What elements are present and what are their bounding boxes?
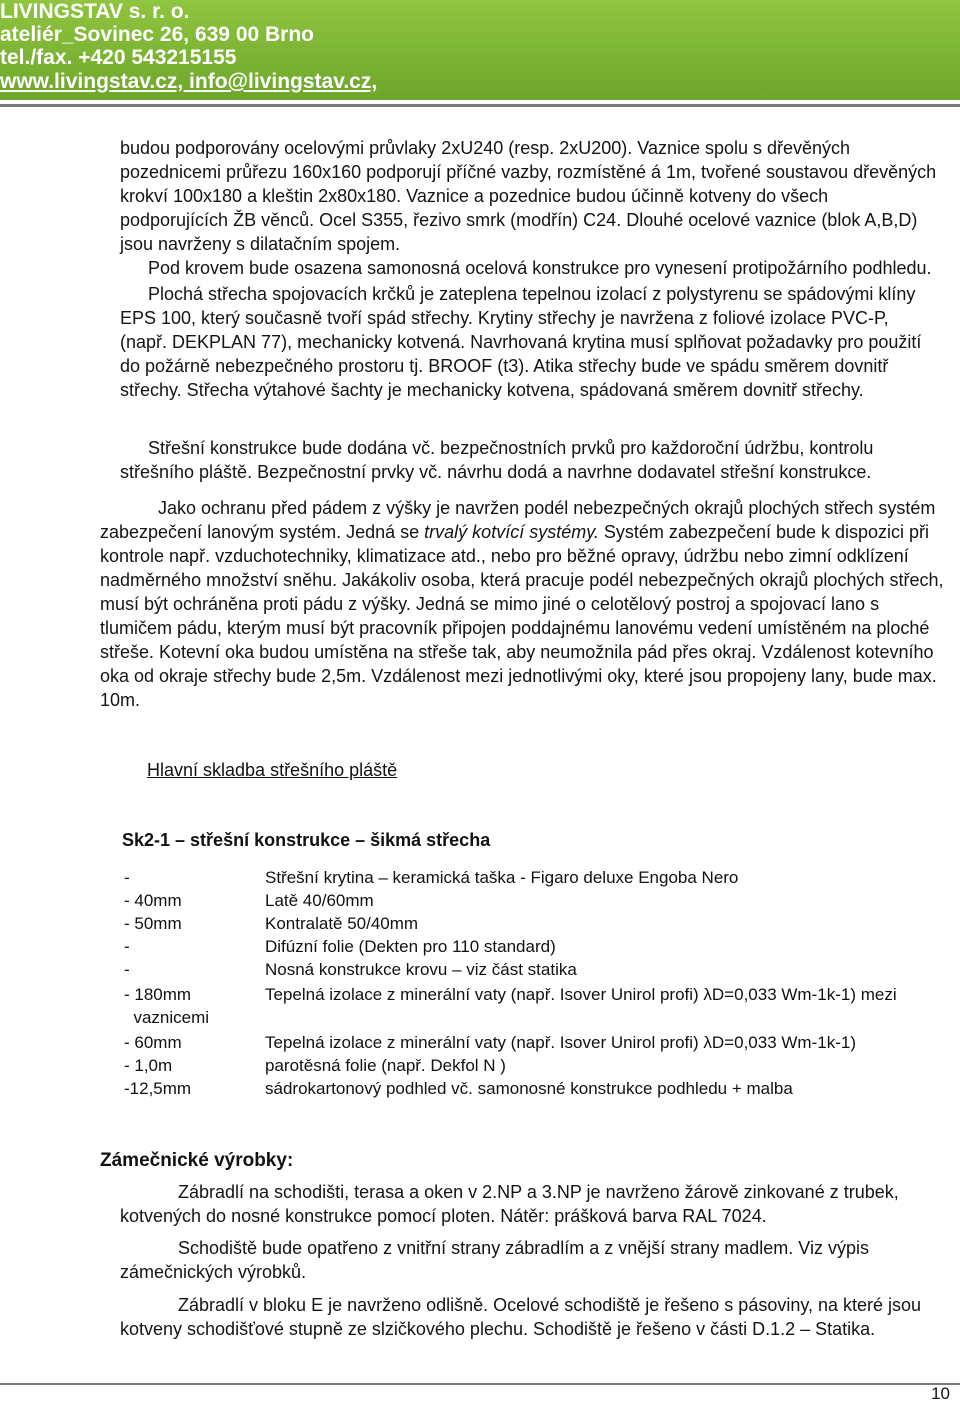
footer-divider — [0, 1383, 960, 1385]
list-item — [124, 935, 897, 958]
layer-thickness: - 50mm — [124, 914, 182, 933]
layer-thickness: vaznicemi — [124, 1008, 210, 1027]
page-number: 10 — [931, 1384, 950, 1403]
list-item — [124, 1006, 897, 1029]
layer-description: parotěsná folie (např. Dekfol N ) — [265, 1056, 506, 1075]
layer-thickness: - 40mm — [124, 891, 182, 910]
layer-thickness: - 180mm — [124, 985, 192, 1004]
layer-description: Difúzní folie (Dekten pro 110 standard) — [265, 937, 556, 956]
list-item — [124, 1054, 897, 1077]
list-item — [124, 1031, 897, 1054]
list-item — [124, 889, 897, 912]
company-phone: tel./fax. +420 543215155 — [0, 46, 237, 69]
layer-thickness: - 60mm — [124, 1033, 182, 1052]
company-address: ateliér_Sovinec 26, 639 00 Brno — [0, 23, 315, 46]
list-item — [124, 983, 897, 1006]
list-item — [124, 1077, 897, 1100]
layer-description: Tepelná izolace z minerální vaty (např. Isover Unirol profi) λD=0,033 Wm-1k-1) — [265, 1033, 856, 1052]
layer-thickness: - 1,0m — [124, 1056, 173, 1075]
company-name: LIVINGSTAV s. r. o. — [0, 0, 190, 23]
header-divider — [0, 104, 960, 107]
paragraph-vaznice: budou podporovány ocelovými průvlaky 2xU240 (resp. 2xU200). Vaznice spolu s dřevěných pozednicemi průřezu 160x160 podporují příčné vazby, rozmístěné á 1m, tvořené soustavou dřevěných krokví 100x180 a kleštin 2x80x180. Vaznice a pozednice budou účinně kotveny do všech podporujících ŽB věnců. Ocel S355, řezivo smrk (modřín) C24. Dlouhé ocelové vaznice (blok A,B,D) jsou navrženy s dilatačním spojem. — [120, 138, 937, 254]
p5-emphasis: trvalý kotvící systémy. — [424, 522, 599, 542]
layer-description: Nosná konstrukce krovu – viz část statika — [265, 960, 577, 979]
layer-description: Střešní krytina – keramická taška - Figaro deluxe Engoba Nero — [265, 868, 739, 887]
list-item — [124, 866, 897, 889]
layer-description: Tepelná izolace z minerální vaty (např. Isover Unirol profi) λD=0,033 Wm-1k-1) mezi — [265, 985, 897, 1004]
composition-heading: Hlavní skladba střešního pláště — [147, 760, 398, 780]
company-web[interactable]: www.livingstav.cz, info@livingstav.cz, — [0, 70, 378, 93]
p5-part-a: Jako ochranu před pádem z výšky je navržen podél nebezpečných okrajů plochých střech systém zabezpečení lanovým systém. Jedná se — [100, 498, 936, 542]
layer-thickness: - — [124, 868, 130, 887]
paragraph-schodiste: Schodiště bude opatřeno z vnitřní strany zábradlím a z vnější strany madlem. Viz výpis zámečnických výrobků. — [120, 1238, 869, 1282]
paragraph-ochrana-pad — [100, 496, 950, 712]
layer-description: sádrokartonový podhled vč. samonosné konstrukce podhledu + malba — [265, 1079, 793, 1098]
layer-thickness: - — [124, 960, 130, 979]
list-item — [124, 912, 897, 935]
paragraph-bezpecnostni-prvky: Střešní konstrukce bude dodána vč. bezpečnostních prvků pro každoroční údržbu, kontrolu střešního pláště. Bezpečnostní prvky vč. návrhu dodá a navrhne dodavatel střešní konstrukce. — [120, 438, 874, 482]
p5-part-b: Systém zabezpečení bude k dispozici při kontrole např. vzduchotechniky, klimatizace atd., nebo pro běžné opravy, údržbu nebo zimní odklízení nadměrného množství sněhu. Jakákoliv osoba, která pracuje podél nebezpečných okrajů plochých střech, musí být ochráněna proti pádu z výšky. Jedná se mimo jiné o celotělový postroj a spojovací lano s tlumičem pádu, kterým musí být pracovník připojen poddajnému lanovému vedení umístěném na ploché střeše. Kotevní oka budou umístěna na střeše tak, aby neumožnila pád přes okraj. Vzdálenost kotevního oka od okraje střechy bude 2,5m. Vzdálenost mezi jednotlivými oky, které jsou propojeny lany, bude max. 10m. — [100, 522, 944, 710]
layer-thickness: - — [124, 937, 130, 956]
list-item — [124, 958, 897, 981]
paragraph-plocha-strecha: Plochá střecha spojovacích krčků je zateplena tepelnou izolací z polystyrenu se spádovými klíny EPS 100, který současně tvoří spád střechy. Krytiny střechy je navržena z foliové izolace PVC-P, (např. DEKPLAN 77), mechanicky kotvená. Navrhovaná krytina musí splňovat požadavky pro použití do požárně nebezpečného prostoru tj. BROOF (t3). Atika střechy bude ve spádu směrem dovnitř střechy. Střecha výtahové šachty je mechanicky kotvena, spádovaná směrem dovnitř střechy. — [120, 284, 922, 400]
paragraph-podhled: Pod krovem bude osazena samonosná ocelová konstrukce pro vynesení protipožárního podhledu. — [148, 258, 932, 278]
layer-description: Kontralatě 50/40mm — [265, 914, 419, 933]
paragraph-zabradli: Zábradlí na schodišti, terasa a oken v 2.NP a 3.NP je navrženo žárově zinkované z trubek, kotvených do nosné konstrukce pomocí ploten. Nátěr: prášková barva RAL 7024. — [120, 1182, 899, 1226]
layer-list — [124, 866, 897, 1100]
paragraph-zabradli-e: Zábradlí v bloku E je navrženo odlišně. Ocelové schodiště je řešeno s pásoviny, na které jsou kotveny schodišťové stupně ze slzičkového plechu. Schodiště je řešeno v části D.1.2 – Statika. — [120, 1295, 922, 1339]
layer-description: Latě 40/60mm — [265, 891, 374, 910]
zamecnicke-title: Zámečnické výrobky: — [100, 1150, 294, 1171]
page-header — [0, 0, 960, 110]
layer-thickness: -12,5mm — [124, 1079, 192, 1098]
sk2-1-title: Sk2-1 – střešní konstrukce – šikmá střecha — [122, 830, 491, 850]
